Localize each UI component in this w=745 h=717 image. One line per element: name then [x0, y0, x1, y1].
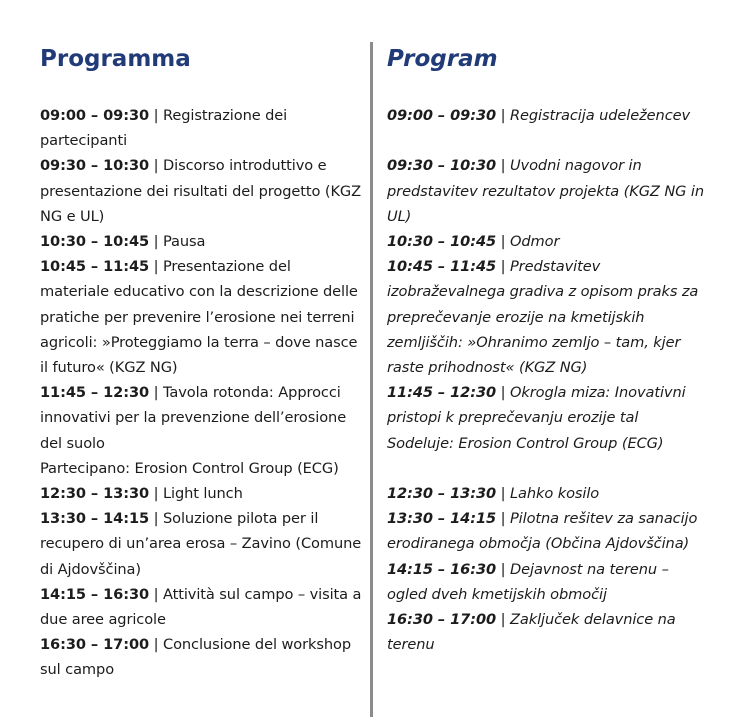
- schedule-entry-conclusion: [387, 607, 705, 657]
- entry-text: | Presentazione del materiale educativo con la descrizione delle pratiche per prevenire l’erosione nei terreni agricoli: »Proteggiamo la terra – dove nasce il futuro« (KGZ NG): [40, 258, 358, 377]
- entry-text: | Pausa: [149, 233, 206, 251]
- italian-program-heading: Programma: [40, 46, 191, 72]
- entry-time: 12:30 – 13:30: [387, 485, 497, 503]
- schedule-entry-participants: [387, 431, 705, 456]
- entry-text: | Lahko kosilo: [496, 485, 600, 503]
- entry-text: | Soluzione pilota per il recupero di un’area erosa – Zavino (Comune di Ajdovščina): [40, 510, 362, 578]
- entry-time: 11:45 – 12:30: [40, 384, 150, 402]
- entry-time: 13:30 – 14:15: [40, 510, 150, 528]
- slovenian-schedule-list: [387, 103, 705, 657]
- entry-time: 14:15 – 16:30: [40, 585, 150, 603]
- spacer: [387, 128, 705, 153]
- entry-text: | Predstavitev izobraževalnega gradiva z opisom praks za preprečevanje erozije na kmetijskih zemljiščih: »Ohranimo zemljo – tam, kjer raste prihodnost« (KGZ NG): [387, 258, 699, 377]
- entry-text: | Discorso introduttivo e presentazione dei risultati del progetto (KGZ NG e UL): [40, 157, 362, 225]
- schedule-entry-pilot-solution: [40, 506, 362, 582]
- entry-time: 10:30 – 10:45: [40, 233, 150, 251]
- entry-text: | Tavola rotonda: Approcci innovativi per la prevenzione dell’erosione del suolo: [40, 384, 347, 452]
- entry-text: | Registrazione dei partecipanti: [40, 107, 288, 150]
- entry-text: Partecipano: Erosion Control Group (ECG): [40, 459, 339, 477]
- entry-time: 10:45 – 11:45: [387, 258, 497, 276]
- schedule-entry-round-table: [40, 380, 362, 456]
- schedule-entry-registration: [40, 103, 362, 153]
- entry-time: 14:15 – 16:30: [387, 560, 497, 578]
- entry-text: | Conclusione del workshop sul campo: [40, 636, 352, 679]
- entry-time: 09:30 – 10:30: [387, 157, 497, 175]
- schedule-entry-break: [387, 229, 705, 254]
- schedule-entry-lunch: [387, 481, 705, 506]
- schedule-entry-introduction: [387, 153, 705, 229]
- entry-text: | Dejavnost na terenu – ogled dveh kmetijskih območij: [387, 560, 669, 603]
- entry-text: | Pilotna rešitev za sanacijo erodiranega območja (Občina Ajdovščina): [387, 510, 698, 553]
- schedule-entry-registration: [387, 103, 705, 128]
- schedule-entry-lunch: [40, 481, 362, 506]
- schedule-entry-break: [40, 229, 362, 254]
- entry-text: | Okrogla miza: Inovativni pristopi k preprečevanju erozije tal: [387, 384, 686, 427]
- entry-time: 10:45 – 11:45: [40, 258, 150, 276]
- schedule-entry-educational-material: [387, 254, 705, 380]
- schedule-entry-participants: [40, 456, 362, 481]
- column-divider: [370, 42, 373, 717]
- entry-time: 13:30 – 14:15: [387, 510, 497, 528]
- slovenian-program-heading: Program: [387, 46, 498, 72]
- entry-time: 10:30 – 10:45: [387, 233, 497, 250]
- entry-text: | Registracija udeležencev: [496, 107, 691, 124]
- entry-time: 16:30 – 17:00: [40, 636, 150, 654]
- schedule-entry-pilot-solution: [387, 506, 705, 556]
- entry-text: Sodeluje: Erosion Control Group (ECG): [387, 434, 664, 452]
- entry-time: 09:30 – 10:30: [40, 157, 150, 175]
- schedule-entry-introduction: [40, 153, 362, 229]
- entry-time: 16:30 – 17:00: [387, 611, 497, 629]
- entry-time: 12:30 – 13:30: [40, 485, 150, 503]
- italian-schedule-list: [40, 103, 362, 683]
- spacer: [387, 456, 705, 481]
- entry-text: | Light lunch: [149, 485, 243, 503]
- schedule-entry-educational-material: [40, 254, 362, 380]
- entry-time: 09:00 – 09:30: [387, 107, 497, 124]
- schedule-entry-round-table: [387, 380, 705, 430]
- entry-text: | Odmor: [496, 233, 560, 250]
- entry-time: 09:00 – 09:30: [40, 107, 150, 124]
- entry-text: | Zaključek delavnice na terenu: [387, 611, 676, 654]
- entry-text: | Uvodni nagovor in predstavitev rezultatov projekta (KGZ NG in UL): [387, 157, 705, 225]
- schedule-entry-conclusion: [40, 632, 362, 682]
- entry-time: 11:45 – 12:30: [387, 384, 497, 402]
- schedule-entry-field-activity: [40, 582, 362, 632]
- schedule-entry-field-activity: [387, 557, 705, 607]
- entry-text: | Attività sul campo – visita a due aree agricole: [40, 585, 362, 629]
